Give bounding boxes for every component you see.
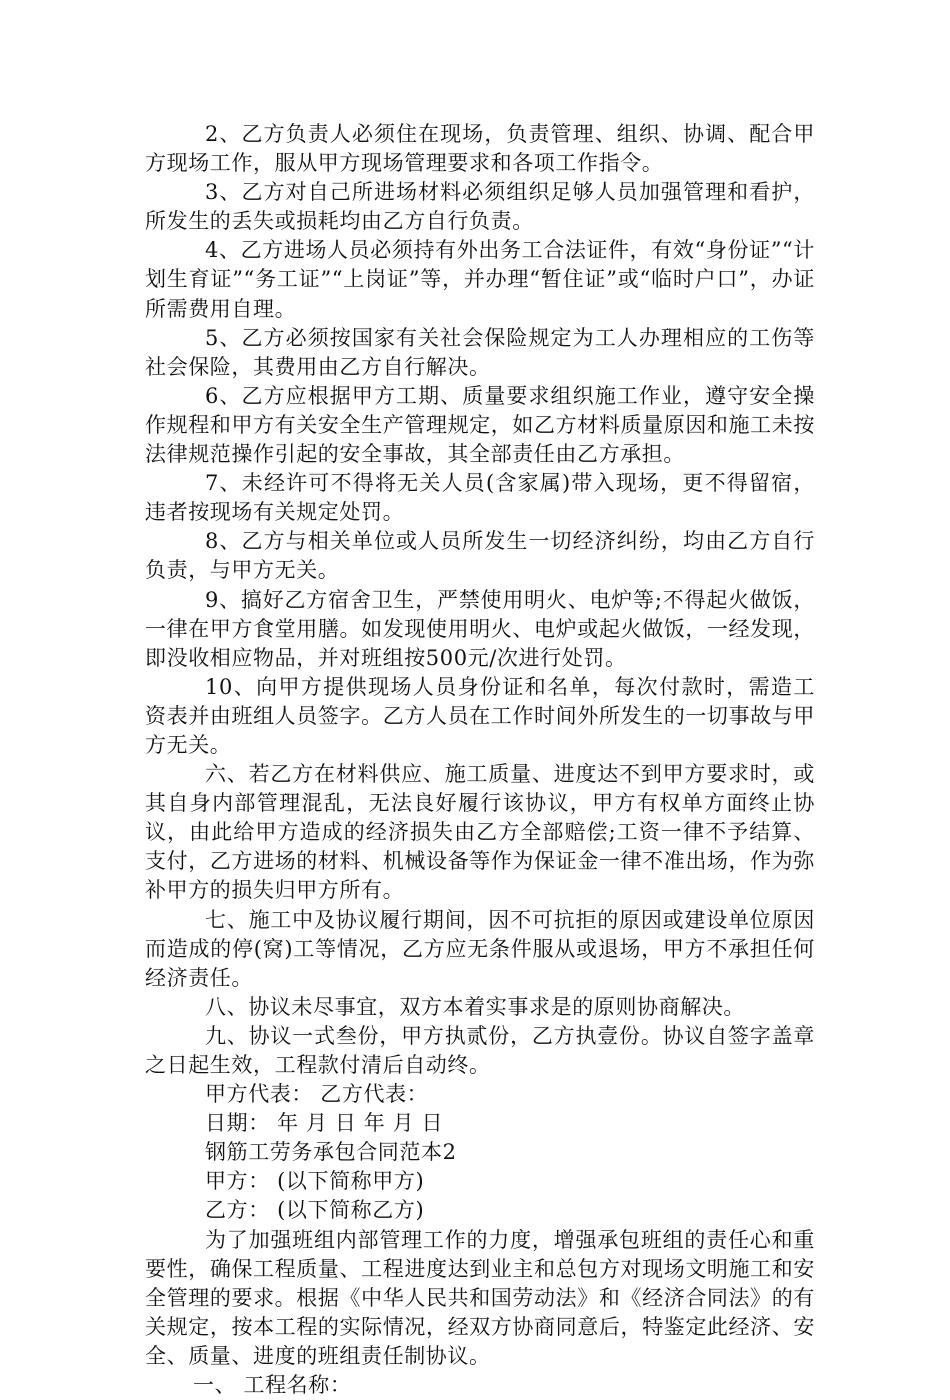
clause-9: 9、搞好乙方宿舍卫生，严禁使用明火、电炉等;不得起火做饭，一律在甲方食堂用膳。如发现使用明火、电炉或起火做饭，一经发现，即没收相应物品，并对班组按500元/次进行处罚。 (145, 587, 815, 670)
section-8: 八、协议未尽事宜，双方本着实事求是的原则协商解决。 (205, 994, 745, 1019)
clause-6: 6、乙方应根据甲方工期、质量要求组织施工作业，遵守安全操作规程和甲方有关安全生产管理规定，如乙方材料质量原因和施工未按法律规范操作引起的安全事故，其全部责任由乙方承担。 (145, 383, 815, 467)
representatives-line: 甲方代表： 乙方代表： (205, 1082, 429, 1107)
contract-title-2: 钢筋工劳务承包合同范本2 (205, 1140, 457, 1165)
clause-5: 5、乙方必须按国家有关社会保险规定为工人办理相应的工伤等社会保险，其费用由乙方自行解决。 (145, 325, 815, 379)
date-line: 日期： 年 月 日 年 月 日 (205, 1111, 444, 1136)
party-a-line: 甲方： (以下简称甲方) (205, 1169, 425, 1194)
section-7: 七、施工中及协议履行期间，因不可抗拒的原因或建设单位原因而造成的停(窝)工等情况，乙方应无条件服从或退场，甲方不承担任何经济责任。 (145, 907, 815, 990)
clause-10: 10、向甲方提供现场人员身份证和名单，每次付款时，需造工资表并由班组人员签字。乙方人员在工作时间外所发生的一切事故与甲方无关。 (145, 674, 815, 757)
section-6: 六、若乙方在材料供应、施工质量、进度达不到甲方要求时，或其自身内部管理混乱，无法良好履行该协议，甲方有权单方面终止协议，由此给甲方造成的经济损失由乙方全部赔偿;工资一律不予结算、支付，乙方进场的材料、机械设备等作为保证金一律不准出场，作为弥补甲方的损失归甲方所有。 (145, 762, 815, 903)
clause-8: 8、乙方与相关单位或人员所发生一切经济纠纷，均由乙方自行负责，与甲方无关。 (145, 529, 815, 583)
clause-3: 3、乙方对自己所进场材料必须组织足够人员加强管理和看护，所发生的丢失或损耗均由乙方自行负责。 (145, 180, 815, 234)
section-1-heading: 一、 工程名称： (193, 1373, 352, 1398)
clause-2: 2、乙方负责人必须住在现场，负责管理、组织、协调、配合甲方现场工作，服从甲方现场管理要求和各项工作指令。 (145, 122, 815, 176)
document-body (145, 120, 815, 1400)
section-9: 九、协议一式叁份，甲方执贰份，乙方执壹份。协议自签字盖章之日起生效，工程款付清后自动终。 (145, 1023, 815, 1077)
preamble: 为了加强班组内部管理工作的力度，增强承包班组的责任心和重要性，确保工程质量、工程进度达到业主和总包方对现场文明施工和安全管理的要求。根据《中华人民共和国劳动法》和《经济合同法》的有关规定，按本工程的实际情况，经双方协商同意后，特鉴定此经济、安全、质量、进度的班组责任制协议。 (145, 1227, 815, 1368)
party-b-line: 乙方： (以下简称乙方) (205, 1198, 425, 1223)
clause-4: 4、乙方进场人员必须持有外出务工合法证件，有效“身份证”“计划生育证”“务工证”“上岗证”等，并办理“暂住证”或“临时户口”，办证所需费用自理。 (145, 238, 815, 321)
clause-7: 7、未经许可不得将无关人员(含家属)带入现场，更不得留宿，违者按现场有关规定处罚。 (145, 471, 815, 525)
